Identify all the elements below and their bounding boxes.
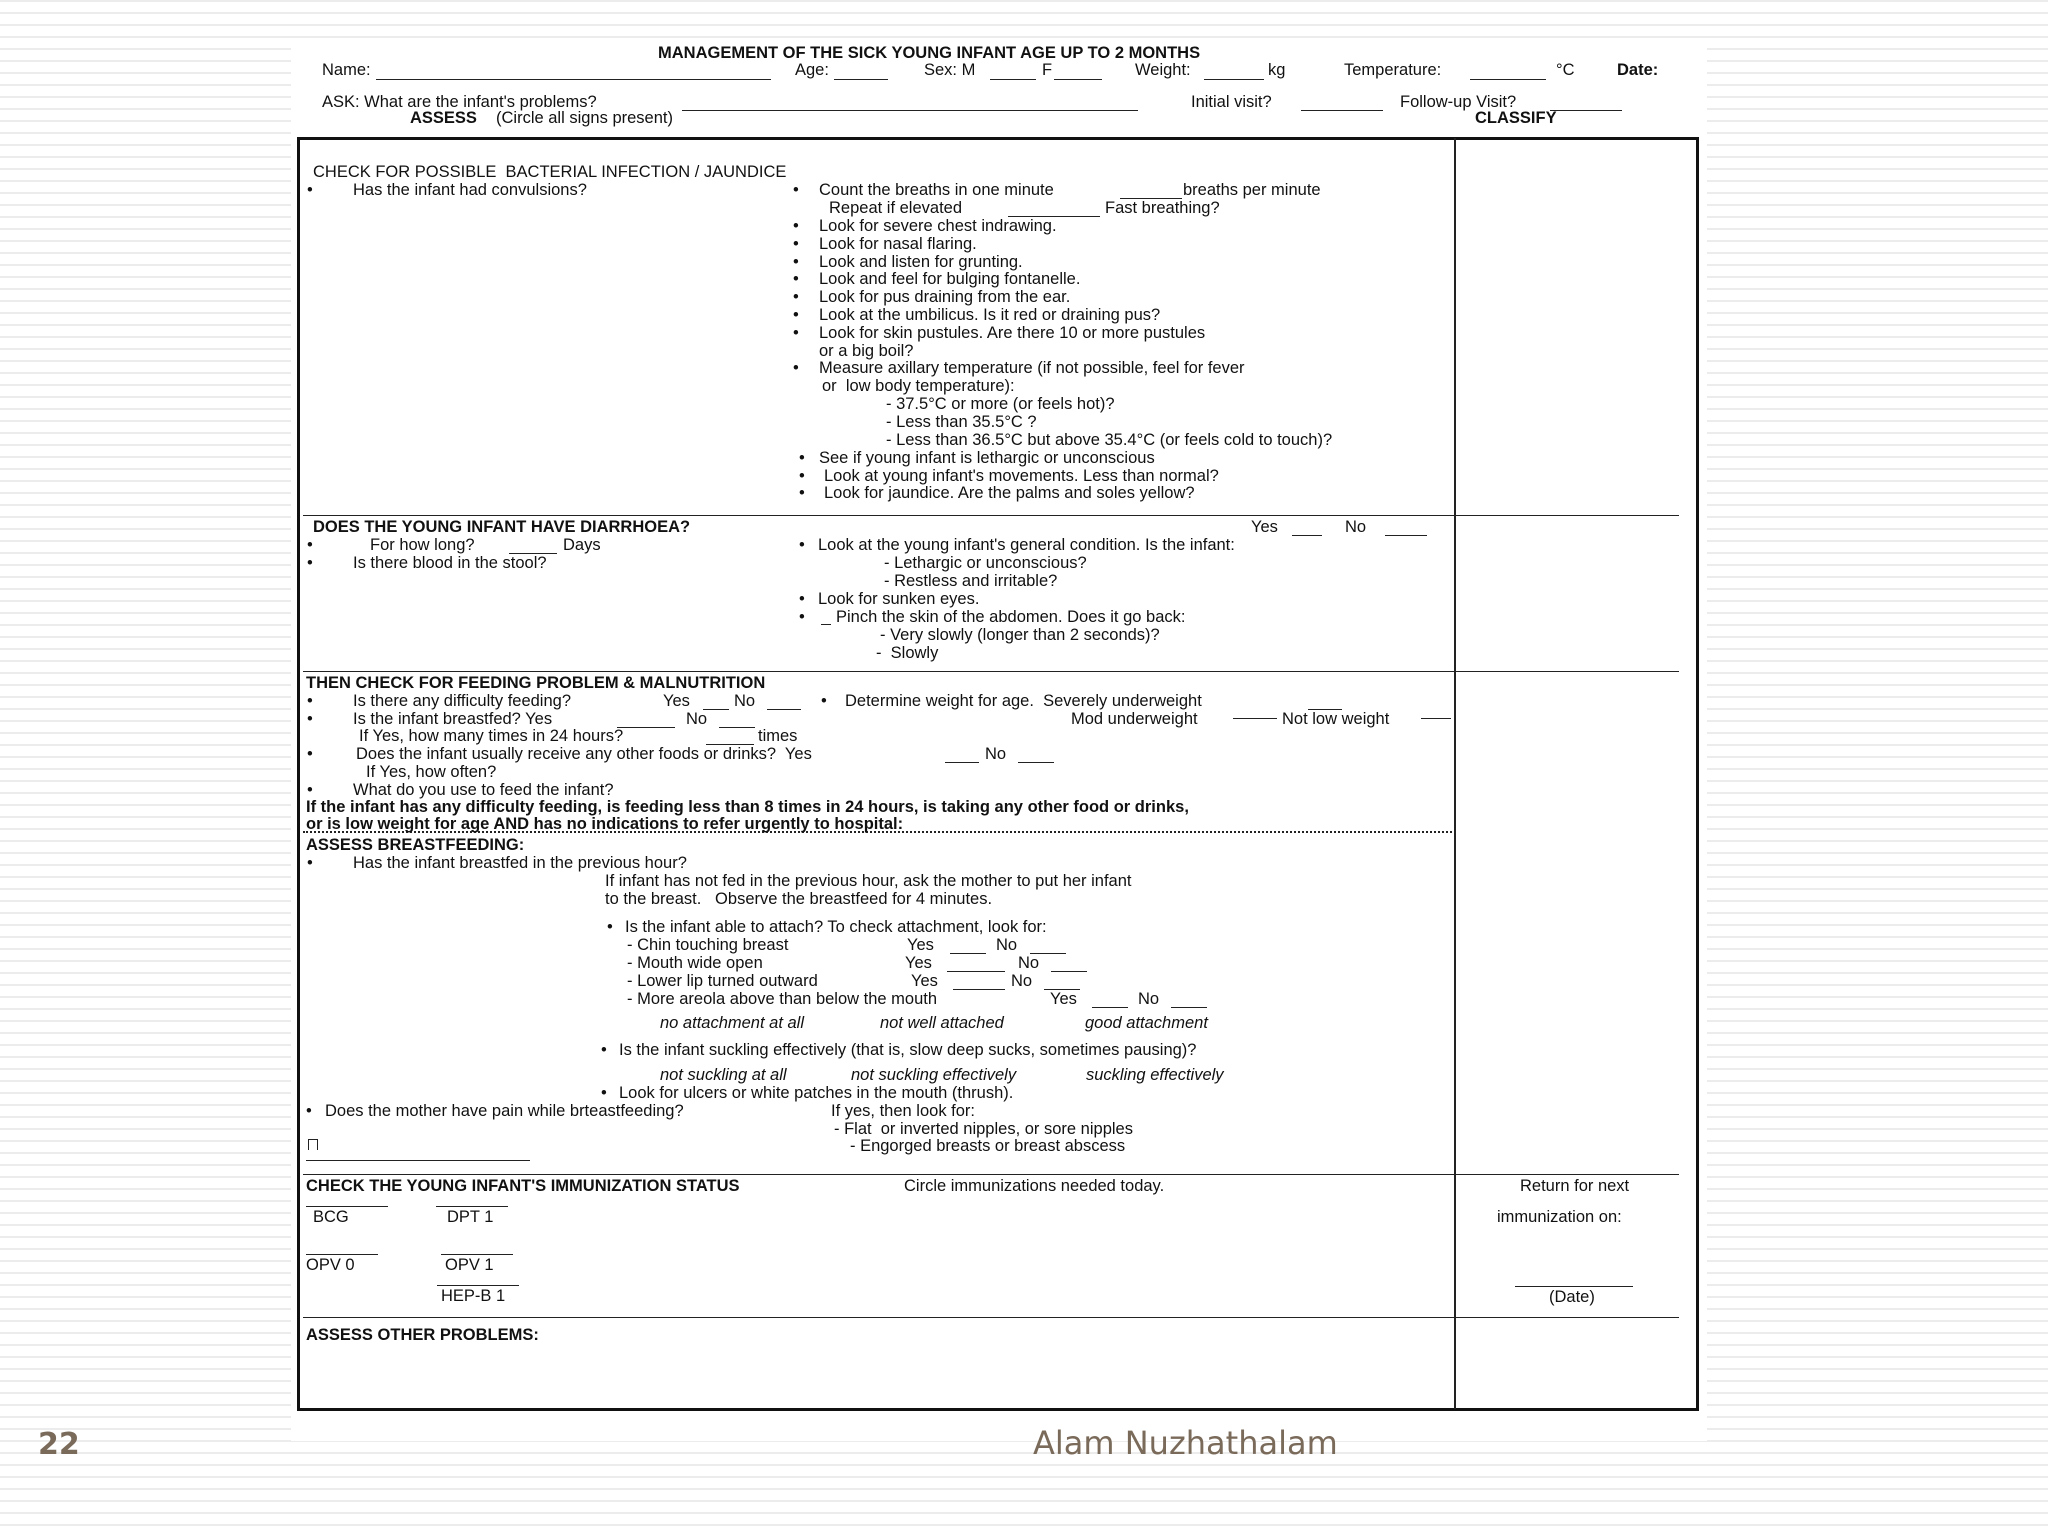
assess-note: (Circle all signs present) (496, 109, 673, 127)
blank-line (306, 1160, 530, 1161)
difficulty-no: No (734, 692, 756, 710)
breastfeeding-title: ASSESS BREASTFEEDING: (306, 836, 525, 854)
psbi-item: See if young infant is lethargic or unconscious (819, 449, 1155, 467)
lip-yes: Yes (911, 972, 938, 990)
lip-yes-line (953, 989, 1005, 990)
assess-label: ASSESS (410, 109, 477, 127)
attach-not-well: not well attached (880, 1014, 1004, 1032)
chin-yes: Yes (907, 936, 934, 954)
sex-f-label: F (1042, 61, 1053, 79)
mouth-open: - Mouth wide open (627, 954, 763, 972)
return-next-2: immunization on: (1497, 1208, 1622, 1226)
suck-none: not suckling at all (660, 1066, 787, 1084)
ulcers-look: Look for ulcers or white patches in the mouth (thrush). (619, 1084, 1014, 1102)
engorged-breasts: - Engorged breasts or breast abscess (850, 1137, 1126, 1155)
bullet: • (799, 449, 805, 467)
breastfed-no-line (719, 727, 755, 728)
diarrhoea-no-line (1385, 535, 1427, 536)
areola-yes: Yes (1050, 990, 1077, 1008)
bullet: • (307, 692, 313, 710)
diarrhoea-yes-line (1292, 535, 1322, 536)
bullet: • (307, 181, 313, 199)
bullet: • (799, 590, 805, 608)
lethargic: - Lethargic or unconscious? (884, 554, 1087, 572)
days-label: Days (563, 536, 601, 554)
mouth-yes: Yes (905, 954, 932, 972)
temperature-label: Temperature: (1344, 61, 1442, 79)
areola-no: No (1138, 990, 1160, 1008)
psbi-item: Look for severe chest indrawing. (819, 217, 1057, 235)
if-yes-look: If yes, then look for: (831, 1102, 975, 1120)
age-label: Age: (795, 61, 829, 79)
how-often: If Yes, how often? (366, 763, 497, 781)
sex-m-line (990, 79, 1036, 80)
very-slowly: - Very slowly (longer than 2 seconds)? (880, 626, 1160, 644)
weight-line (1204, 79, 1264, 80)
psbi-item: Look for pus draining from the ear. (819, 288, 1071, 306)
other-foods-yes-line (945, 762, 979, 763)
vaccine-dpt1: DPT 1 (447, 1208, 494, 1226)
bullet: • (799, 467, 805, 485)
lower-lip: - Lower lip turned outward (627, 972, 818, 990)
psbi-item: Look for skin pustules. Are there 10 or more pustules (819, 324, 1206, 342)
other-foods-no: No (985, 745, 1007, 763)
psbi-item: Look for nasal flaring. (819, 235, 977, 253)
suck-not-effective: not suckling effectively (851, 1066, 1017, 1084)
dpt1-overline (436, 1206, 508, 1207)
psbi-item: Look and listen for grunting. (819, 253, 1023, 271)
classify-label: CLASSIFY (1475, 109, 1557, 127)
hepb1-overline (437, 1285, 519, 1286)
what-use: What do you use to feed the infant? (353, 781, 614, 799)
return-date-line (1515, 1286, 1633, 1287)
mouth-no-line (1051, 971, 1087, 972)
bullet: • (306, 1102, 312, 1120)
slowly: - Slowly (876, 644, 939, 662)
bullet: • (793, 359, 799, 377)
checkbox-glyph (308, 1139, 318, 1150)
psbi-item: or low body temperature): (822, 377, 1015, 395)
bullet: • (307, 554, 313, 572)
sunken-eyes: Look for sunken eyes. (818, 590, 980, 608)
breastfed-no: No (686, 710, 708, 728)
psbi-item: or a big boil? (819, 342, 914, 360)
section-divider (303, 671, 1679, 672)
diarrhoea-no: No (1345, 518, 1367, 536)
vaccine-opv1: OPV 1 (445, 1256, 494, 1274)
psbi-item: Look for jaundice. Are the palms and soles yellow? (824, 484, 1195, 502)
breastfed-yes-line (617, 727, 675, 728)
weight-unit: kg (1268, 61, 1286, 79)
vaccine-opv0: OPV 0 (306, 1256, 355, 1274)
bullet: • (601, 1041, 607, 1059)
areola-no-line (1171, 1007, 1207, 1008)
other-problems-title: ASSESS OTHER PROBLEMS: (306, 1326, 539, 1344)
feeding-rule-2: or is low weight for age AND has no indications to refer urgently to hospital: (306, 815, 904, 833)
other-foods-no-line (1018, 762, 1054, 763)
date-label: Date: (1617, 61, 1659, 79)
initial-visit-line (1301, 110, 1383, 111)
psbi-item: Look at young infant's movements. Less than normal? (824, 467, 1219, 485)
psbi-item: Look and feel for bulging fontanelle. (819, 270, 1081, 288)
other-foods: Does the infant usually receive any other foods or drinks? Yes (356, 745, 812, 763)
initial-visit-label: Initial visit? (1191, 93, 1272, 111)
age-line (834, 79, 888, 80)
bullet: • (799, 536, 805, 554)
lip-no: No (1011, 972, 1033, 990)
chin-no: No (996, 936, 1018, 954)
flat-nipples: - Flat or inverted nipples, or sore nipples (834, 1120, 1133, 1138)
not-low-weight: Not low weight (1282, 710, 1390, 728)
bullet: • (793, 253, 799, 271)
bullet: • (793, 306, 799, 324)
feeding-rule-1: If the infant has any difficulty feeding, is feeding less than 8 times in 24 hours, is taking any other food or drinks, (306, 798, 1189, 816)
psbi-item: - Less than 36.5°C but above 35.4°C (or feels cold to touch)? (886, 431, 1333, 449)
chin-yes-line (950, 953, 986, 954)
bullet: • (307, 854, 313, 872)
diarrhoea-title: DOES THE YOUNG INFANT HAVE DIARRHOEA? (313, 518, 691, 536)
mouth-yes-line (947, 971, 1005, 972)
general-condition: Look at the young infant's general condition. Is the infant: (818, 536, 1235, 554)
section-divider (303, 1174, 1679, 1175)
repeat-if-elevated: Repeat if elevated (829, 199, 963, 217)
breaths-per-minute: breaths per minute (1183, 181, 1321, 199)
ask-label: ASK: What are the infant's problems? (322, 93, 597, 111)
pinch-line (821, 624, 831, 625)
how-many-times: If Yes, how many times in 24 hours? (359, 727, 624, 745)
how-long: For how long? (370, 536, 475, 554)
diarrhoea-yes: Yes (1251, 518, 1278, 536)
bullet: • (607, 918, 613, 936)
bullet: • (307, 710, 313, 728)
not-low-weight-line (1421, 718, 1451, 719)
suck-effective: suckling effectively (1086, 1066, 1224, 1084)
temperature-unit: °C (1556, 61, 1575, 79)
times-label: times (758, 727, 798, 745)
psbi-item: Look at the umbilicus. Is it red or draining pus? (819, 306, 1161, 324)
difficulty-feeding: Is there any difficulty feeding? (353, 692, 571, 710)
bullet: • (793, 235, 799, 253)
prev-hour-question: Has the infant breastfed in the previous hour? (353, 854, 687, 872)
page-number: 22 (38, 1427, 80, 1462)
section-divider (303, 1317, 1679, 1318)
difficulty-yes: Yes (663, 692, 690, 710)
areola-yes-line (1092, 1007, 1128, 1008)
bullet: • (821, 692, 827, 710)
name-line (376, 79, 771, 80)
difficulty-no-line (767, 709, 801, 710)
psbi-item: Measure axillary temperature (if not possible, feel for fever (819, 359, 1245, 377)
bcg-overline (306, 1206, 388, 1207)
bullet: • (799, 608, 805, 626)
mod-underweight-line (1233, 718, 1277, 719)
bullet: • (793, 217, 799, 235)
bullet: • (793, 181, 799, 199)
bullet: • (793, 270, 799, 288)
vaccine-bcg: BCG (313, 1208, 349, 1226)
bullet: • (601, 1084, 607, 1102)
not-fed-line-1: If infant has not fed in the previous hour, ask the mother to put her infant (605, 872, 1132, 890)
bullet: • (799, 484, 805, 502)
attach-good: good attachment (1085, 1014, 1208, 1032)
immunization-title: CHECK THE YOUNG INFANT'S IMMUNIZATION STATUS (306, 1177, 740, 1195)
followup-label: Follow-up Visit? (1400, 93, 1517, 111)
chin-touching: - Chin touching breast (627, 936, 789, 954)
circle-immunizations: Circle immunizations needed today. (904, 1177, 1165, 1195)
not-fed-line-2: to the breast. Observe the breastfeed for 4 minutes. (605, 890, 993, 908)
feeding-title: THEN CHECK FOR FEEDING PROBLEM & MALNUTRITION (306, 674, 766, 692)
sex-label: Sex: M (924, 61, 976, 79)
return-next-1: Return for next (1520, 1177, 1630, 1195)
weight-label: Weight: (1135, 61, 1191, 79)
attach-question: Is the infant able to attach? To check attachment, look for: (625, 918, 1047, 936)
bullet: • (793, 288, 799, 306)
psbi-item: - Less than 35.5°C ? (886, 413, 1037, 431)
footer-author: Alam Nuzhathalam (1033, 1424, 1338, 1462)
vaccine-hepb1: HEP-B 1 (441, 1287, 506, 1305)
name-label: Name: (322, 61, 371, 79)
psbi-item: - 37.5°C or more (or feels hot)? (886, 395, 1115, 413)
followup-line (1550, 110, 1622, 111)
pinch-skin: Pinch the skin of the abdomen. Does it go back: (836, 608, 1186, 626)
blood-question: Is there blood in the stool? (353, 554, 547, 572)
bullet: • (307, 536, 313, 554)
pain-question: Does the mother have pain while brteastfeeding? (325, 1102, 684, 1120)
mouth-no: No (1018, 954, 1040, 972)
attach-none: no attachment at all (660, 1014, 805, 1032)
count-breaths: Count the breaths in one minute (819, 181, 1054, 199)
section-divider (303, 515, 1679, 516)
restless: - Restless and irritable? (884, 572, 1058, 590)
opv0-overline (306, 1254, 378, 1255)
temperature-line (1470, 79, 1546, 80)
opv1-overline (441, 1254, 513, 1255)
return-date-label: (Date) (1549, 1288, 1595, 1306)
convulsions-question: Has the infant had convulsions? (353, 181, 587, 199)
classify-column-divider (1454, 138, 1456, 1409)
bullet: • (307, 781, 313, 799)
more-areola: - More areola above than below the mouth (627, 990, 938, 1008)
mod-underweight: Mod underweight (1071, 710, 1198, 728)
bullet: • (307, 745, 313, 763)
psbi-title: CHECK FOR POSSIBLE BACTERIAL INFECTION / JAUNDICE (313, 163, 787, 181)
weight-for-age: Determine weight for age. Severely underweight (845, 692, 1202, 710)
form-title: MANAGEMENT OF THE SICK YOUNG INFANT AGE UP TO 2 MONTHS (658, 44, 1201, 62)
fast-breathing: Fast breathing? (1105, 199, 1220, 217)
suckling-question: Is the infant suckling effectively (that is, slow deep sucks, sometimes pausing)? (619, 1041, 1197, 1059)
breastfed-question: Is the infant breastfed? Yes (353, 710, 553, 728)
ask-line (682, 110, 1138, 111)
bullet: • (793, 324, 799, 342)
sex-f-line (1054, 79, 1102, 80)
